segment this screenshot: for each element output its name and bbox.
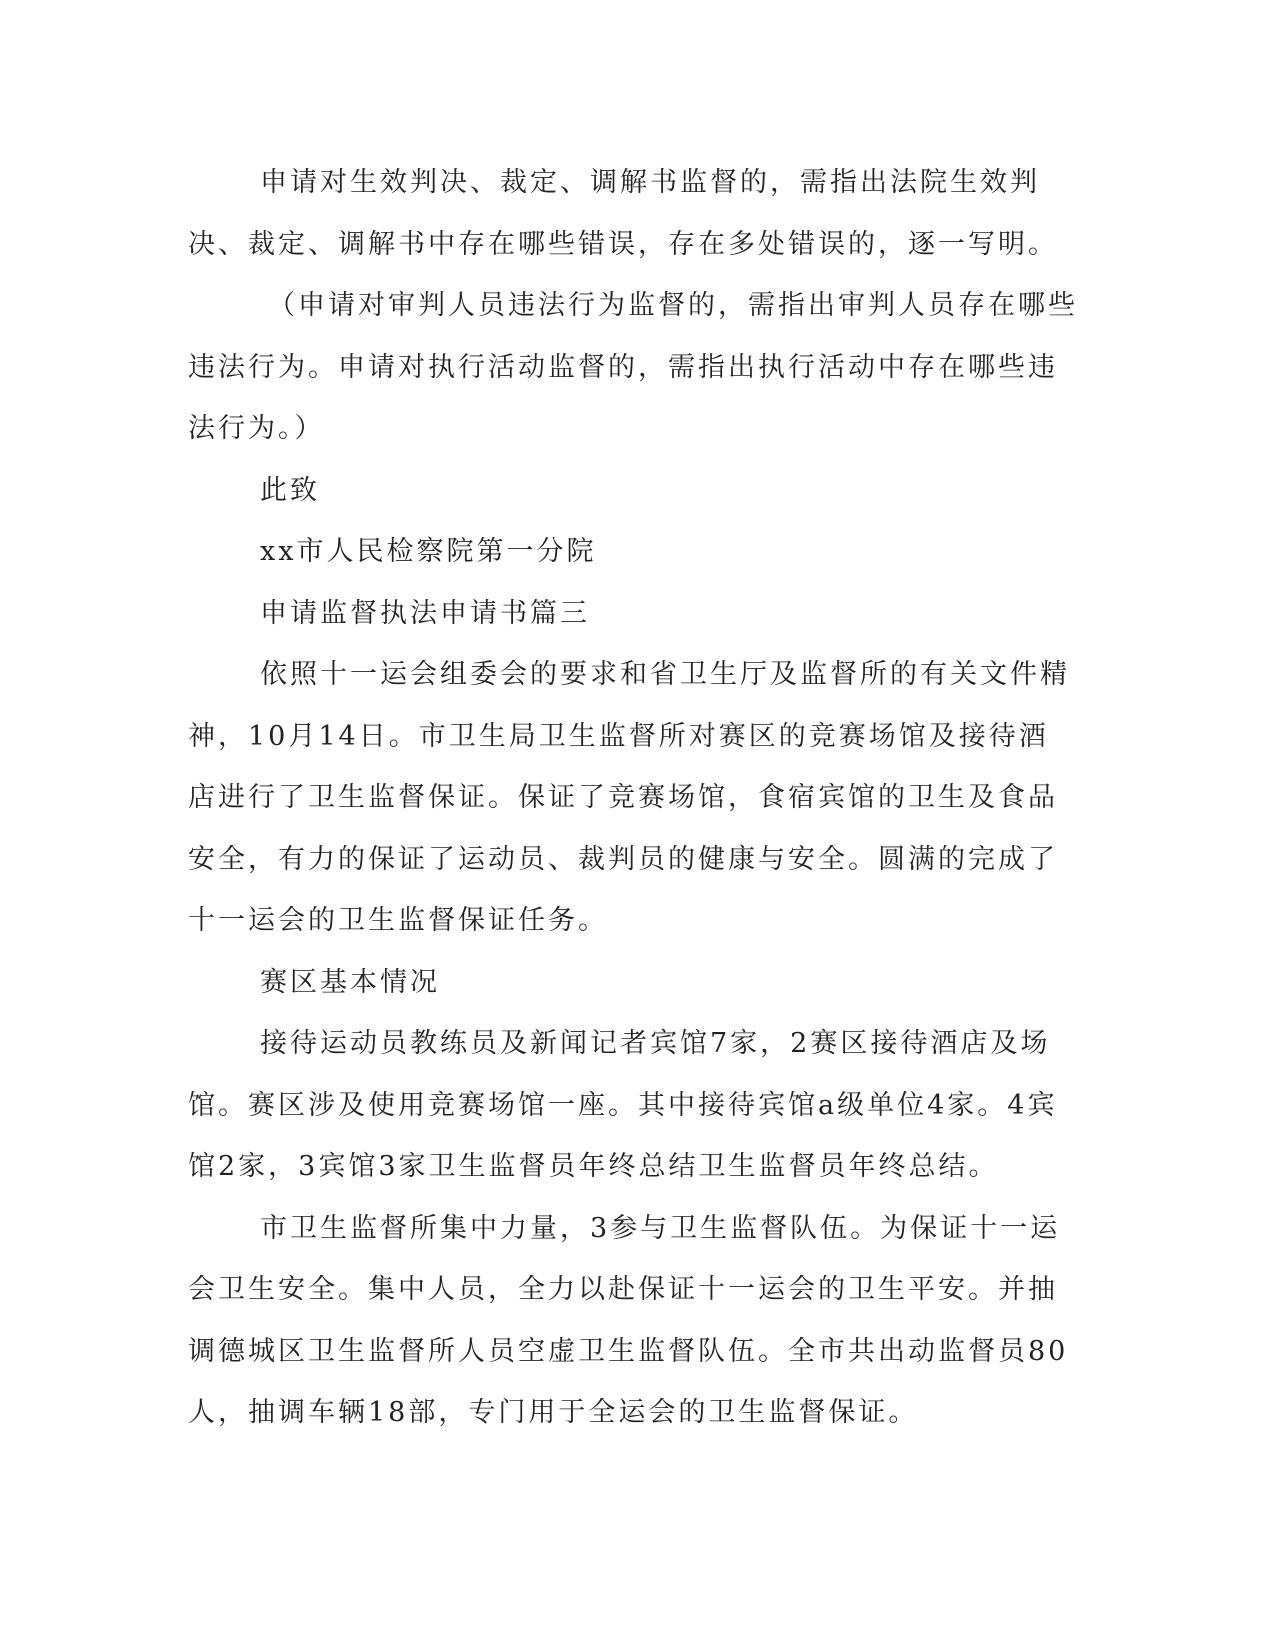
- paragraph-hotels: 接待运动员教练员及新闻记者宾馆7家，2赛区接待酒店及场馆。赛区涉及使用竞赛场馆一座。其中接待宾馆a级单位4家。4宾馆2家，3宾馆3家卫生监督员年终总结卫生监督员年终总结。: [188, 1028, 1058, 1182]
- recipient-name: xx市人民检察院第一分院: [260, 536, 597, 567]
- closing-salutation: 此致: [260, 474, 320, 506]
- paragraph-health-supervision: 依照十一运会组委会的要求和省卫生厅及监督所的有关文件精神，10月14日。市卫生局卫生监督所对赛区的竞赛场馆及接待酒店进行了卫生监督保证。保证了竞赛场馆，食宿宾馆的卫生及食品安全，有力的保证了运动员、裁判员的健康与安全。圆满的完成了十一运会的卫生监督保证任务。: [188, 659, 1070, 936]
- paragraph-supervision-violations: （申请对审判人员违法行为监督的，需指出审判人员存在哪些违法行为。申请对执行活动监督的，需指出执行活动中存在哪些违法行为。）: [188, 290, 1078, 444]
- subheading-basic-info: 赛区基本情况: [260, 966, 440, 998]
- paragraph-supervision-judgment: 申请对生效判决、裁定、调解书监督的，需指出法院生效判决、裁定、调解书中存在哪些错误，存在多处错误的，逐一写明。: [188, 167, 1058, 260]
- section-heading: 申请监督执法申请书篇三: [260, 597, 590, 629]
- document-body: [188, 152, 1078, 1444]
- paragraph-personnel: 市卫生监督所集中力量，3参与卫生监督队伍。为保证十一运会卫生安全。集中人员，全力以赴保证十一运会的卫生平安。并抽调德城区卫生监督所人员空虚卫生监督队伍。全市共出动监督员80人，抽调车辆18部，专门用于全运会的卫生监督保证。: [188, 1212, 1069, 1428]
